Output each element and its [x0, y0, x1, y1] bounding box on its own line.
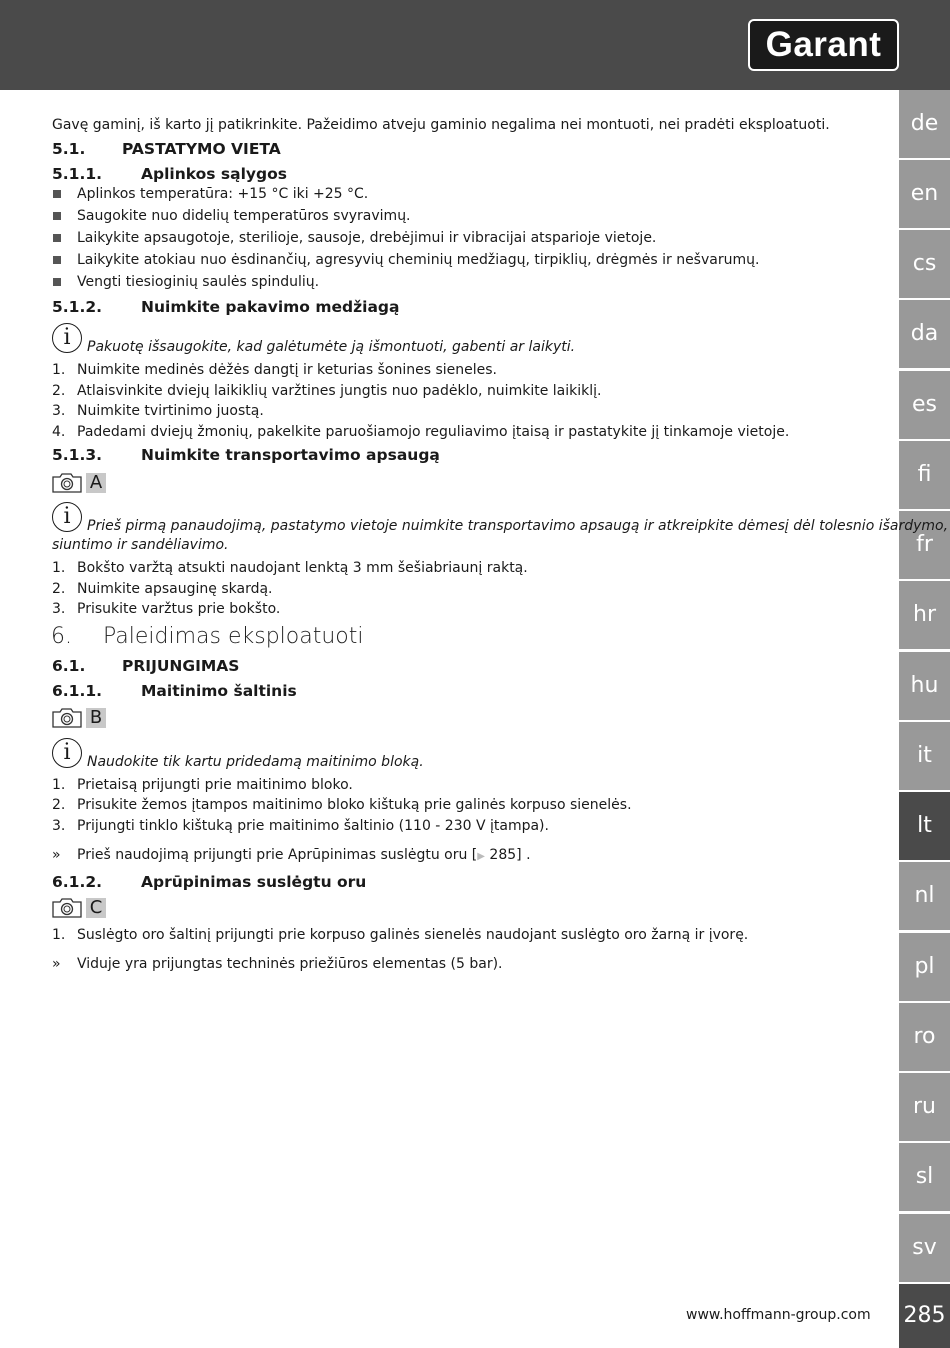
section-number: 6.1.1. [52, 682, 103, 700]
lang-tab-sl[interactable]: sl [899, 1143, 950, 1211]
lang-tab-fr[interactable]: fr [899, 511, 950, 579]
lang-tab-hr[interactable]: hr [899, 581, 950, 649]
figure-label: A [86, 473, 106, 493]
list-item: Aplinkos temperatūra: +15 °C iki +25 °C. [77, 186, 369, 202]
section-title: Aprūpinimas suslėgtu oru [141, 873, 367, 891]
footer-url[interactable]: www.hoffmann-group.com [686, 1307, 871, 1323]
info-note: Prieš pirmą panaudojimą, pastatymo vietoje nuimkite transportavimo apsaugą ir atkreipkite dėmesį dėl tolesnio išardymo, [87, 518, 949, 534]
list-item: Vengti tiesioginių saulės spindulių. [77, 274, 320, 290]
lang-tab-nl[interactable]: nl [899, 862, 950, 930]
step-item: Atlaisvinkite dviejų laikiklių varžtines jungtis nuo padėklo, nuimkite laikiklį. [77, 383, 602, 399]
step-item: Suslėgto oro šaltinį prijungti prie korpuso galinės sienelės naudojant suslėgto oro žarną ir įvorę. [77, 927, 749, 943]
lang-tab-it[interactable]: it [899, 722, 950, 790]
section-number: 5.1.1. [52, 165, 103, 183]
section-number: 6.1. [52, 657, 86, 675]
intro-text: Gavę gaminį, iš karto jį patikrinkite. Pažeidimo atveju gaminio negalima nei montuoti, nei pradėti eksploatuoti. [52, 117, 830, 133]
section-title: PASTATYMO VIETA [122, 140, 281, 158]
section-title: Maitinimo šaltinis [141, 682, 297, 700]
lang-tab-fi[interactable]: fi [899, 441, 950, 509]
step-number: 3. [52, 601, 66, 617]
info-note: Naudokite tik kartu pridedamą maitinimo bloką. [87, 754, 424, 770]
info-note: Pakuotę išsaugokite, kad galėtumėte ją išmontuoti, gabenti ar laikyti. [87, 339, 576, 355]
step-item: Nuimkite medinės dėžės dangtį ir keturias šonines sieneles. [77, 362, 497, 378]
step-item: Prietaisą prijungti prie maitinimo bloko. [77, 777, 353, 793]
step-number: 2. [52, 581, 66, 597]
step-number: 1. [52, 362, 66, 378]
step-item: Bokšto varžtą atsukti naudojant lenktą 3 mm šešiabriaunį raktą. [77, 560, 528, 576]
step-item: Nuimkite tvirtinimo juostą. [77, 403, 264, 419]
step-item: Padedami dviejų žmonių, pakelkite paruošiamojo reguliavimo įtaisą ir pastatykite jį tinkamoje vietoje. [77, 424, 790, 440]
camera-icon [52, 473, 82, 493]
page-number: 285 [899, 1284, 950, 1348]
result-text: Viduje yra prijungtas techninės priežiūros elementas (5 bar). [77, 956, 503, 972]
result-marker: » [52, 956, 61, 972]
list-item: Laikykite atokiau nuo ėsdinančių, agresyvių cheminių medžiagų, tirpiklių, drėgmės ir nešvarumų. [77, 252, 760, 268]
lang-tab-da[interactable]: da [899, 300, 950, 368]
bullet-icon [53, 212, 61, 220]
section-title: Aplinkos sąlygos [141, 165, 287, 183]
lang-tab-es[interactable]: es [899, 371, 950, 439]
info-note-continued: siuntimo ir sandėliavimo. [52, 537, 229, 553]
lang-tab-ro[interactable]: ro [899, 1003, 950, 1071]
info-icon: i [52, 738, 82, 768]
section-number: 5.1.3. [52, 446, 103, 464]
bullet-icon [53, 234, 61, 242]
section-number: 5.1. [52, 140, 86, 158]
bullet-icon [53, 256, 61, 264]
list-item: Laikykite apsaugotoje, sterilioje, sausoje, drebėjimui ir vibracijai atsparioje vietoje. [77, 230, 657, 246]
result-text: Prieš naudojimą prijungti prie Aprūpinimas suslėgtu oru [ [77, 847, 478, 863]
figure-label: C [86, 898, 106, 918]
list-item: Saugokite nuo didelių temperatūros svyravimų. [77, 208, 411, 224]
step-number: 3. [52, 818, 66, 834]
step-number: 4. [52, 424, 66, 440]
section-number: 6.1.2. [52, 873, 103, 891]
result-line [77, 846, 531, 866]
page-reference-link[interactable]: 285 [489, 847, 517, 863]
lang-tab-de[interactable]: de [899, 90, 950, 158]
lang-tab-lt[interactable]: lt [899, 792, 950, 860]
step-number: 1. [52, 777, 66, 793]
lang-tab-pl[interactable]: pl [899, 933, 950, 1001]
chapter-number: 6. [51, 624, 72, 649]
bullet-icon [53, 278, 61, 286]
result-marker: » [52, 847, 61, 863]
result-text-end: ] . [516, 847, 531, 863]
info-icon: i [52, 502, 82, 532]
garant-logo: Garant [748, 19, 899, 71]
lang-tab-sv[interactable]: sv [899, 1214, 950, 1282]
lang-tab-ru[interactable]: ru [899, 1073, 950, 1141]
language-sidebar [899, 90, 950, 1348]
lang-tab-hu[interactable]: hu [899, 652, 950, 720]
figure-label: B [86, 708, 106, 728]
section-title: Nuimkite transportavimo apsaugą [141, 446, 440, 464]
section-title: PRIJUNGIMAS [122, 657, 240, 675]
info-icon: i [52, 323, 82, 353]
section-number: 5.1.2. [52, 298, 103, 316]
page-ref-arrow-icon: ▶ [477, 851, 485, 862]
chapter-title: Paleidimas eksploatuoti [103, 624, 364, 649]
step-number: 1. [52, 927, 66, 943]
step-item: Prisukite žemos įtampos maitinimo bloko kištuką prie galinės korpuso sienelės. [77, 797, 632, 813]
bullet-icon [53, 190, 61, 198]
step-item: Prisukite varžtus prie bokšto. [77, 601, 281, 617]
step-number: 2. [52, 797, 66, 813]
section-title: Nuimkite pakavimo medžiagą [141, 298, 400, 316]
camera-icon [52, 898, 82, 918]
camera-icon [52, 708, 82, 728]
step-item: Nuimkite apsauginę skardą. [77, 581, 273, 597]
step-number: 1. [52, 560, 66, 576]
lang-tab-en[interactable]: en [899, 160, 950, 228]
step-item: Prijungti tinklo kištuką prie maitinimo šaltinio (110 - 230 V įtampa). [77, 818, 549, 834]
step-number: 2. [52, 383, 66, 399]
lang-tab-cs[interactable]: cs [899, 230, 950, 298]
step-number: 3. [52, 403, 66, 419]
